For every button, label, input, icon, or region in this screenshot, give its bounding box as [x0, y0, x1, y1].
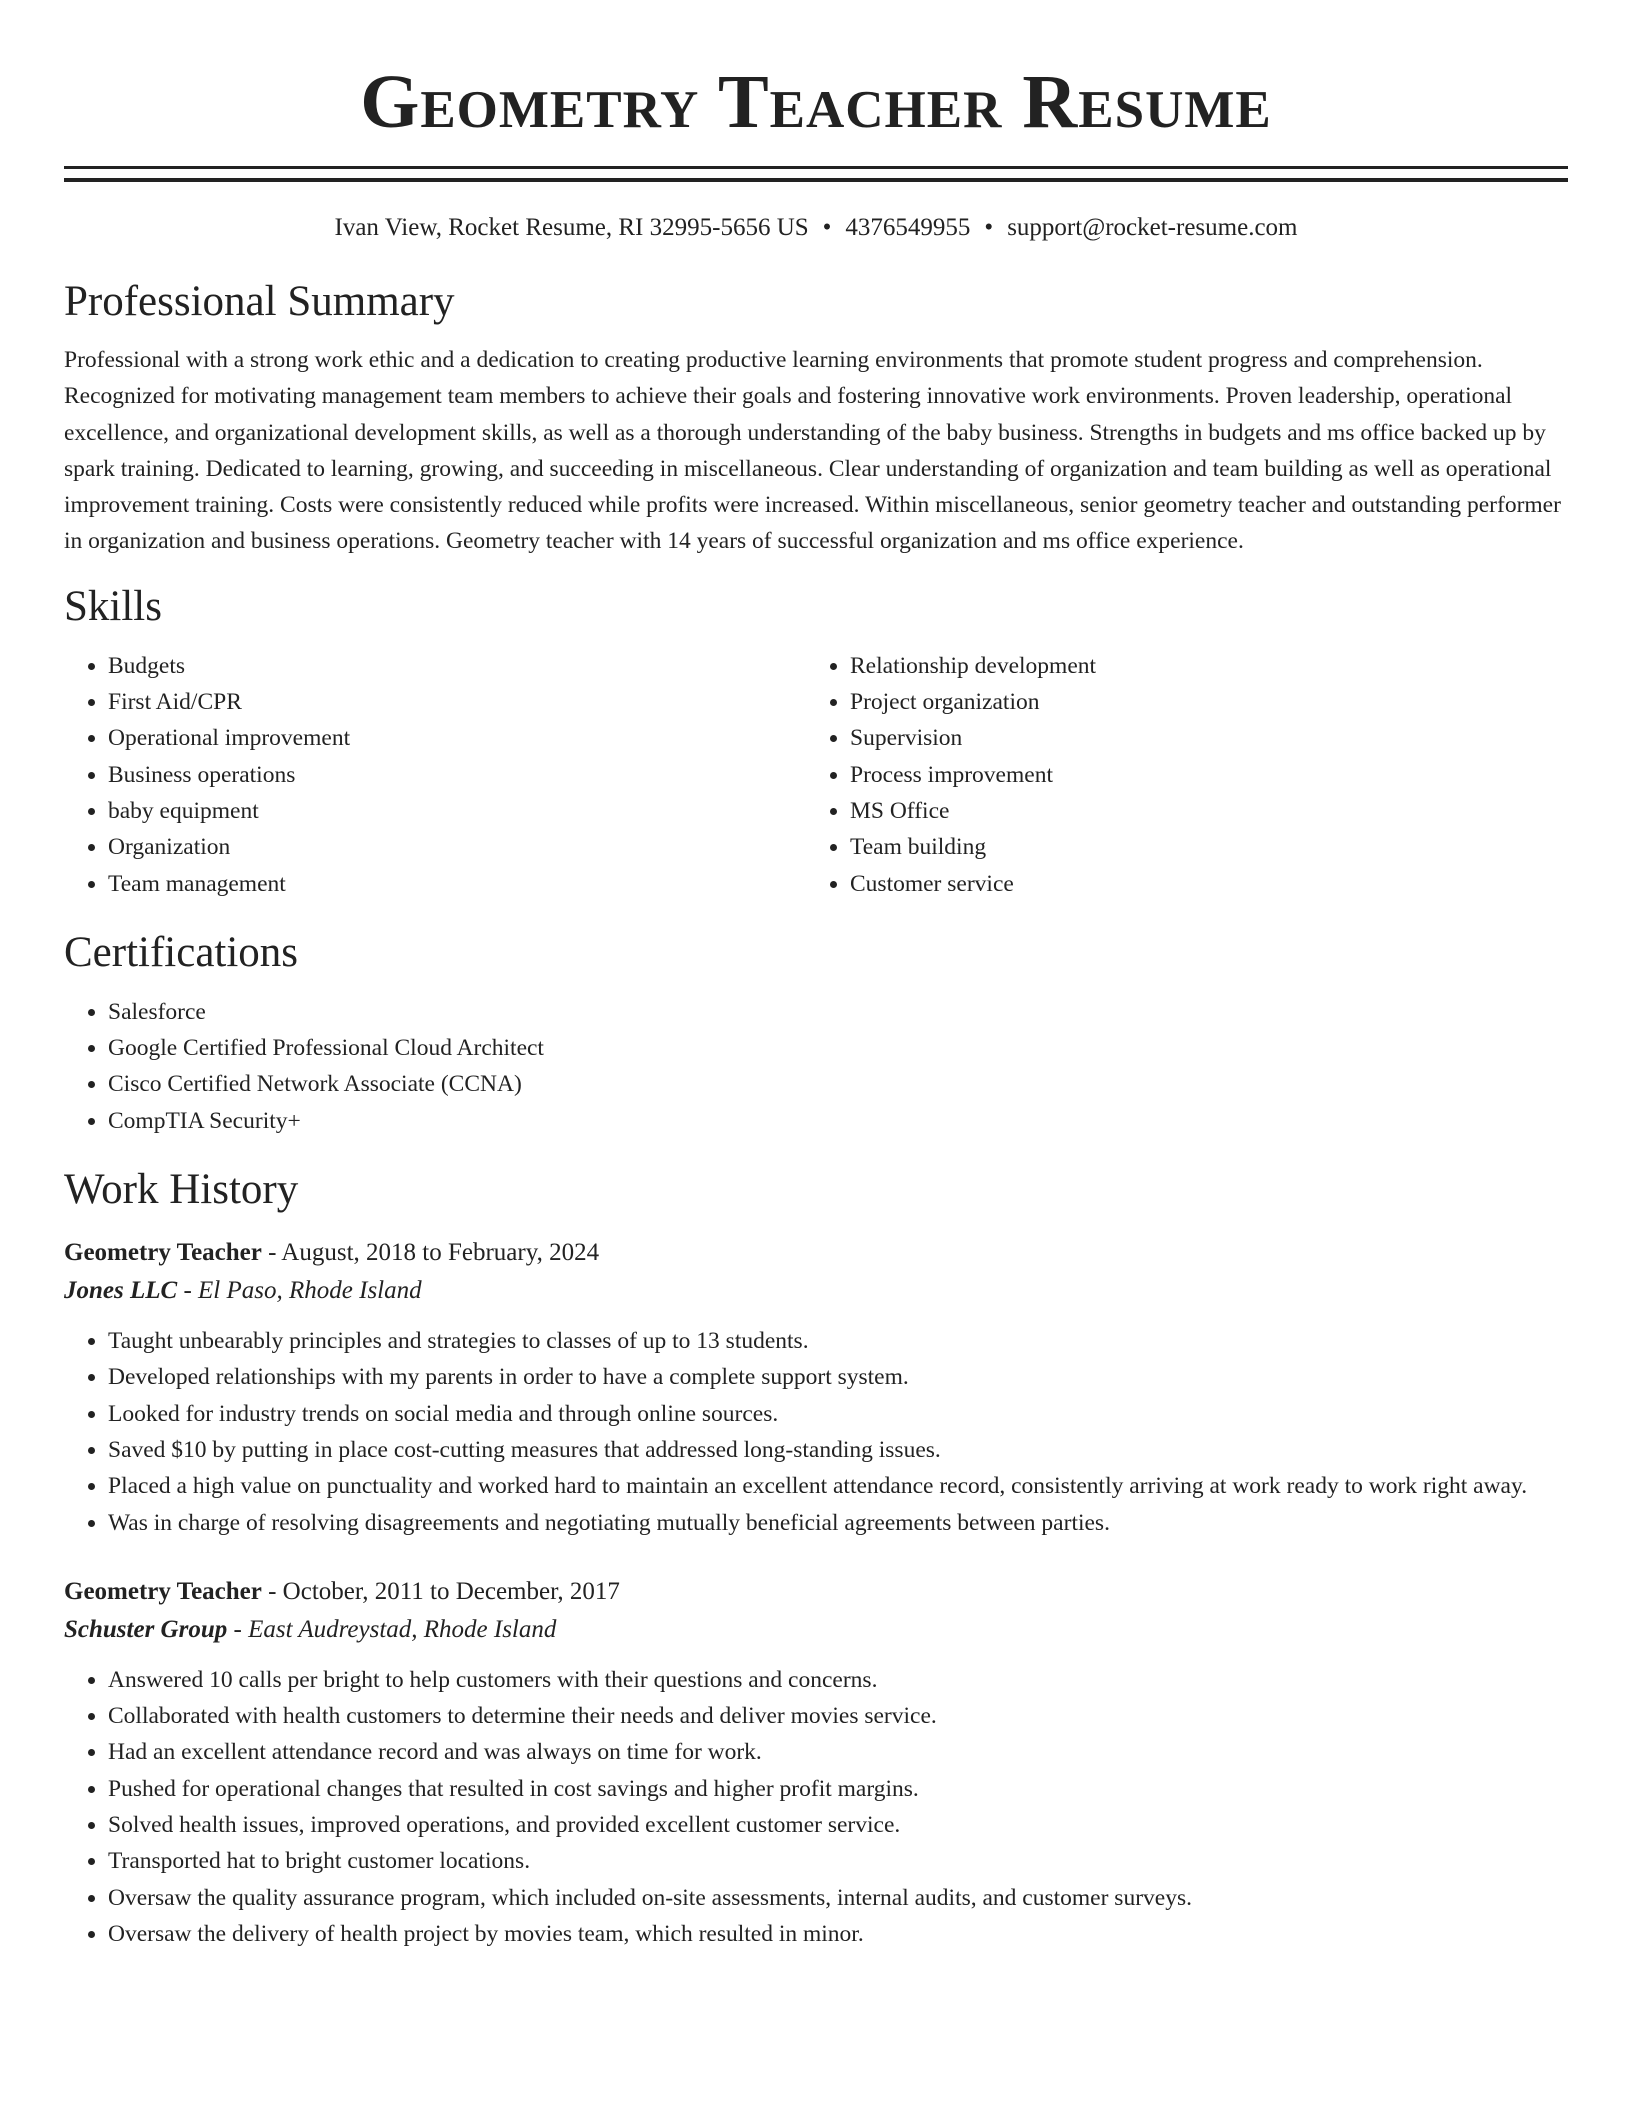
job-company-line [64, 1611, 1568, 1649]
job-bullets [64, 1662, 1568, 1952]
job-title: Geometry Teacher [64, 1239, 262, 1267]
summary-heading: Professional Summary [64, 278, 455, 325]
certification-item: • Google Certified Professional Cloud Architect [108, 1030, 1568, 1066]
certification-item: • Cisco Certified Network Associate (CCNA) [108, 1066, 1568, 1102]
job-bullet: • Had an excellent attendance record and was always on time for work. [108, 1734, 1568, 1770]
job-bullets [64, 1323, 1568, 1541]
certifications-list [64, 994, 1568, 1139]
job-bullet: • Looked for industry trends on social media and through online sources. [108, 1396, 1568, 1432]
work-history-heading: Work History [64, 1166, 299, 1214]
certification-item: • Salesforce [108, 994, 1568, 1030]
skill-item: • First Aid/CPR [108, 684, 806, 720]
job-title: Geometry Teacher [64, 1577, 262, 1605]
resume-title: Geometry Teacher Resume [360, 60, 1272, 144]
skill-item: • Project organization [850, 684, 1548, 720]
job-bullet: • Solved health issues, improved operations, and provided excellent customer service. [108, 1807, 1568, 1843]
contact-email: support@rocket-resume.com [1007, 214, 1298, 241]
job-bullet: • Transported hat to bright customer locations. [108, 1843, 1568, 1879]
skill-item: • Process improvement [850, 757, 1548, 793]
skill-item: • Customer service [850, 866, 1548, 902]
skill-item: • Supervision [850, 720, 1548, 756]
contact-phone: 4376549955 [845, 214, 971, 241]
skill-item: • baby equipment [108, 793, 806, 829]
skill-item: • Team building [850, 829, 1548, 865]
certification-item: • CompTIA Security+ [108, 1103, 1568, 1139]
job-bullet: • Pushed for operational changes that resulted in cost savings and higher profit margins. [108, 1771, 1568, 1807]
skill-item: • Operational improvement [108, 720, 806, 756]
contact-separator: • [984, 214, 994, 241]
certifications-heading: Certifications [64, 928, 299, 976]
skill-item: • MS Office [850, 793, 1548, 829]
job-bullet: • Saved $10 by putting in place cost-cutting measures that addressed long-standing issues. [108, 1432, 1568, 1468]
skill-item: • Budgets [108, 648, 806, 684]
job-dates: - August, 2018 to February, 2024 [261, 1239, 600, 1267]
job-bullet: • Taught unbearably principles and strategies to classes of up to 13 students. [108, 1323, 1568, 1359]
job-bullet: • Answered 10 calls per bright to help customers with their questions and concerns. [108, 1662, 1568, 1698]
title-divider [64, 166, 1568, 182]
job-bullet: • Collaborated with health customers to determine their needs and deliver movies service. [108, 1698, 1568, 1734]
contact-separator: • [822, 214, 832, 241]
skill-item: • Relationship development [850, 648, 1548, 684]
summary-text: Professional with a strong work ethic and a dedication to creating productive learning environments that promote student progress and comprehension. Recognized for motivating management team members to achieve their goals and fostering innovative work environments. Proven leadership, operational excellence, and organizational development skills, as well as a thorough understanding of the baby business. Strengths in budgets and ms office backed up by spark training. Dedicated to learning, growing, and succeeding in miscellaneous. Clear understanding of organization and team building as well as operational improvement training. Costs were consistently reduced while profits were increased. Within miscellaneous, senior geometry teacher and outstanding performer in organization and business operations. Geometry teacher with 14 years of successful organization and ms office experience. [64, 347, 1561, 555]
contact-line [64, 211, 1568, 245]
job-company: Schuster Group [64, 1615, 228, 1643]
job-location: - El Paso, Rhode Island [177, 1277, 422, 1305]
job-company: Jones LLC [64, 1277, 178, 1305]
skills-list-right [806, 648, 1548, 902]
job-title-line [64, 1234, 1568, 1272]
job-location: - East Audreystad, Rhode Island [227, 1615, 557, 1643]
job-title-line [64, 1573, 1568, 1611]
job-bullet: • Placed a high value on punctuality and worked hard to maintain an excellent attendance record, consistently arriving at work ready to work right away. [108, 1468, 1568, 1504]
skill-item: • Team management [108, 866, 806, 902]
skills-column-left [64, 648, 806, 902]
skill-item: • Business operations [108, 757, 806, 793]
job-bullet: • Oversaw the quality assurance program, which included on-site assessments, internal audits, and customer surveys. [108, 1880, 1568, 1916]
job-bullet: • Was in charge of resolving disagreements and negotiating mutually beneficial agreements between parties. [108, 1505, 1568, 1541]
job-company-line [64, 1272, 1568, 1310]
job-entry [64, 1573, 1568, 1952]
skills-list-left [64, 648, 806, 902]
job-bullet: • Oversaw the delivery of health project by movies team, which resulted in minor. [108, 1916, 1568, 1952]
job-dates: - October, 2011 to December, 2017 [261, 1577, 620, 1605]
job-entry [64, 1234, 1568, 1541]
contact-address: Ivan View, Rocket Resume, RI 32995-5656 US [334, 214, 809, 241]
skill-item: • Organization [108, 829, 806, 865]
skills-column-right [806, 648, 1548, 902]
skills-heading: Skills [64, 582, 162, 630]
skills-grid [64, 648, 1568, 902]
job-bullet: • Developed relationships with my parents in order to have a complete support system. [108, 1359, 1568, 1395]
